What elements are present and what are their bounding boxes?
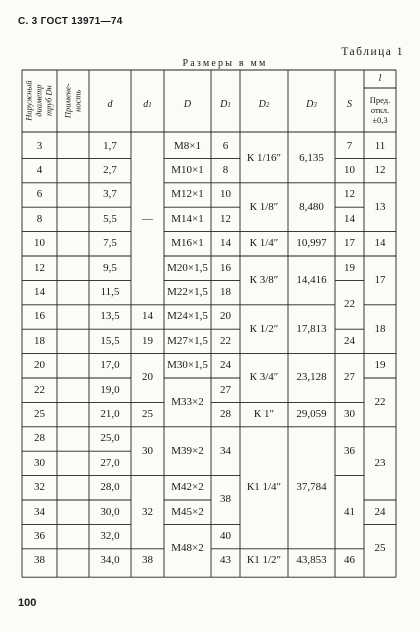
d-cell: 19,0	[100, 383, 120, 396]
outer-diameter-cell: 8	[36, 212, 43, 225]
header-D3-sub: 3	[313, 100, 317, 109]
header-d	[89, 78, 131, 132]
outer-diameter-cell: 22	[34, 383, 45, 396]
l-cell: 12	[374, 164, 386, 177]
outer-diameter-cell: 3	[36, 139, 43, 152]
l-cell: 18	[374, 322, 386, 335]
S-cell: 36	[344, 444, 355, 457]
D1-cell: 10	[220, 188, 231, 201]
d-cell: 27,0	[100, 456, 120, 469]
D3-cell: 8,480	[299, 200, 324, 213]
D2-cell: К1 1/4″	[246, 481, 282, 494]
D-cell: M10×1	[171, 164, 204, 177]
header-d1-text: d	[143, 99, 149, 110]
header-D1-sub: 1	[227, 100, 231, 109]
D1-cell: 6	[222, 139, 229, 152]
D1-cell: 34	[220, 444, 231, 457]
D3-cell: 29,059	[296, 408, 327, 421]
D1-cell: 18	[220, 286, 231, 299]
D-cell: M27×1,5	[167, 334, 208, 347]
d-cell: 9,5	[103, 261, 117, 274]
d1-cell: 19	[142, 334, 153, 347]
S-cell: 14	[344, 212, 355, 225]
l-cell: 13	[374, 200, 386, 213]
d-cell: 2,7	[103, 164, 117, 177]
S-cell: 7	[346, 139, 353, 152]
d-cell: 15,5	[100, 334, 120, 347]
l-cell: 22	[374, 395, 386, 408]
D3-cell: 17,813	[296, 322, 327, 335]
d-cell: 17,0	[100, 359, 120, 372]
S-cell: 41	[344, 505, 355, 518]
header-D2	[240, 78, 288, 132]
outer-diameter-cell: 10	[34, 237, 45, 250]
header-S-text: S	[347, 99, 352, 110]
page-number: 100	[18, 597, 37, 609]
D-cell: M22×1,5	[167, 286, 208, 299]
d1-cell: 30	[142, 444, 153, 457]
d1-cell: 38	[142, 554, 153, 567]
units-label: Размеры в мм	[182, 58, 268, 69]
S-cell: 30	[344, 408, 355, 421]
D1-cell: 28	[220, 408, 231, 421]
header-application-text: Примене-ность	[62, 83, 82, 119]
D1-cell: 43	[220, 554, 231, 567]
D2-cell: К1 1/2″	[246, 554, 282, 567]
header-l	[364, 70, 396, 88]
S-cell: 10	[344, 164, 355, 177]
header-outer-diameter-text: Наружный диаметр труб Dн	[23, 80, 54, 122]
header-D3-text: D	[306, 99, 314, 110]
outer-diameter-cell: 36	[34, 530, 45, 543]
D2-cell: К 1/2″	[249, 322, 279, 335]
header-D2-sub: 2	[265, 100, 270, 109]
D-cell: M20×1,5	[167, 261, 208, 274]
D3-cell: 6,135	[299, 151, 324, 164]
d-cell: 28,0	[100, 481, 120, 494]
l-cell: 17	[374, 273, 386, 286]
outer-diameter-cell: 38	[34, 554, 45, 567]
outer-diameter-cell: 6	[36, 188, 43, 201]
header-l-limit	[364, 90, 396, 130]
D2-cell: К 3/4″	[249, 371, 279, 384]
outer-diameter-cell: 16	[34, 310, 45, 323]
l-cell: 25	[374, 542, 386, 555]
D3-cell: 14,416	[296, 273, 327, 286]
D1-cell: 22	[220, 334, 231, 347]
outer-diameter-cell: 25	[34, 408, 45, 421]
D1-cell: 12	[220, 212, 231, 225]
d1-cell: 20	[142, 371, 153, 384]
l-cell: 14	[374, 237, 386, 250]
d-cell: 3,7	[103, 188, 117, 201]
header-D1-text: D	[220, 99, 228, 110]
d-cell: 34,0	[100, 554, 120, 567]
header-outer-diameter	[22, 70, 57, 132]
outer-diameter-cell: 32	[34, 481, 45, 494]
D-cell: M42×2	[171, 481, 204, 494]
D-cell: M12×1	[171, 188, 204, 201]
d1-cell: 32	[142, 505, 153, 518]
D3-cell: 37,784	[296, 481, 327, 494]
D-cell: M33×2	[171, 395, 204, 408]
l-cell: 24	[374, 505, 386, 518]
outer-diameter-cell: 20	[34, 359, 45, 372]
header-d1	[131, 78, 164, 132]
header-d-text: d	[107, 99, 113, 110]
D-cell: M39×2	[171, 444, 204, 457]
D1-cell: 38	[220, 493, 231, 506]
d-cell: 5,5	[103, 212, 117, 225]
D1-cell: 14	[220, 237, 231, 250]
D2-cell: К 3/8″	[249, 273, 279, 286]
header-D-text: D	[183, 99, 192, 110]
header-D2-text: D	[258, 99, 266, 110]
outer-diameter-cell: 14	[34, 286, 45, 299]
d-cell: 32,0	[100, 530, 120, 543]
header-application	[57, 70, 89, 132]
D1-cell: 20	[220, 310, 231, 323]
outer-diameter-cell: 18	[34, 334, 45, 347]
D-cell: M16×1	[171, 237, 204, 250]
S-cell: 19	[344, 261, 355, 274]
d-cell: 13,5	[100, 310, 120, 323]
D1-cell: 16	[220, 261, 231, 274]
l-cell: 11	[374, 139, 386, 152]
D1-cell: 27	[220, 383, 231, 396]
l-cell: 23	[374, 456, 386, 469]
header-D3	[288, 78, 335, 132]
S-cell: 24	[344, 334, 355, 347]
D3-cell: 23,128	[296, 371, 327, 384]
d-cell: 25,0	[100, 432, 120, 445]
D3-cell: 43,853	[296, 554, 327, 567]
header-d1-sub: 1	[148, 100, 152, 109]
outer-diameter-cell: 28	[34, 432, 45, 445]
D-cell: M24×1,5	[167, 310, 208, 323]
header-l-text: l	[378, 73, 382, 84]
D3-cell: 10,997	[296, 237, 327, 250]
d-cell: 30,0	[100, 505, 120, 518]
d-cell: 7,5	[103, 237, 117, 250]
outer-diameter-cell: 4	[36, 164, 43, 177]
header-l-limit-text: Пред. откл. ±0,3	[369, 94, 391, 126]
S-cell: 22	[344, 298, 355, 311]
d1-cell: 14	[142, 310, 153, 323]
outer-diameter-cell: 12	[34, 261, 45, 274]
D2-cell: К 1/16″	[246, 151, 282, 164]
D-cell: M30×1,5	[167, 359, 208, 372]
D-cell: M45×2	[171, 505, 204, 518]
S-cell: 46	[344, 554, 355, 567]
S-cell: 27	[344, 371, 355, 384]
l-cell: 19	[374, 359, 386, 372]
outer-diameter-cell: 34	[34, 505, 45, 518]
table-label: Таблица 1	[341, 46, 404, 58]
d1-cell: 25	[142, 408, 153, 421]
header-D	[164, 78, 211, 132]
D-cell: M14×1	[171, 212, 204, 225]
D1-cell: 40	[220, 530, 231, 543]
S-cell: 12	[344, 188, 355, 201]
D2-cell: К 1/4″	[249, 237, 279, 250]
D1-cell: 24	[220, 359, 231, 372]
header-S	[335, 78, 364, 132]
d1-cell: —	[142, 212, 153, 225]
D-cell: M8×1	[174, 139, 201, 152]
d-cell: 21,0	[100, 408, 120, 421]
outer-diameter-cell: 30	[34, 456, 45, 469]
S-cell: 17	[344, 237, 355, 250]
d-cell: 11,5	[100, 286, 120, 299]
D1-cell: 8	[222, 164, 229, 177]
page-header: С. 3 ГОСТ 13971—74	[18, 16, 123, 27]
header-D1	[211, 78, 240, 132]
D-cell: M48×2	[171, 542, 204, 555]
D2-cell: К 1″	[253, 408, 275, 421]
d-cell: 1,7	[103, 139, 117, 152]
D2-cell: К 1/8″	[249, 200, 279, 213]
